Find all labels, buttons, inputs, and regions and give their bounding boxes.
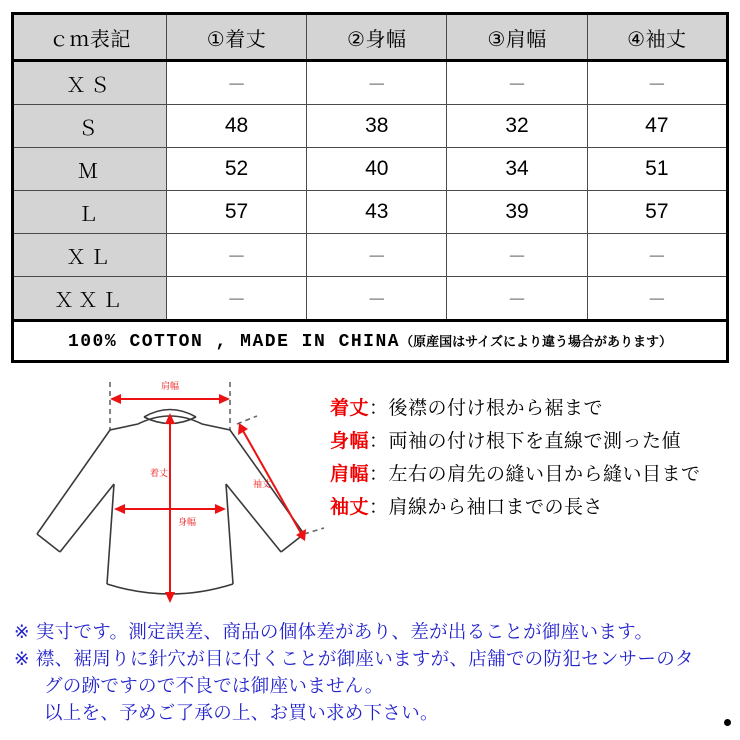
size-label-xl: ＸＬ [13, 234, 167, 277]
header-cell-shoulder: ③肩幅 [447, 14, 587, 61]
legend-separator: ： [369, 464, 389, 485]
legend-desc-shoulder: 左右の肩先の縫い目から縫い目まで [388, 464, 701, 485]
size-table [11, 12, 729, 363]
cell-xxl-shoulder: － [447, 277, 587, 321]
cell-xs-length: － [166, 61, 306, 105]
body-length-label: 着丈 [149, 469, 169, 479]
legend-key-length: 着丈 [330, 398, 370, 419]
cell-xxl-chest: － [307, 277, 447, 321]
legend-item-shoulder [330, 458, 730, 491]
legend-key-chest: 身幅 [330, 431, 370, 452]
legend-desc-sleeve: 肩線から袖口までの長さ [388, 497, 604, 518]
size-label-l: Ｌ [13, 191, 167, 234]
cell-xl-chest: － [307, 234, 447, 277]
legend-item-sleeve [330, 491, 730, 524]
sleeve-length-label: 袖丈 [252, 480, 272, 490]
notice-mark-icon: ※ [14, 648, 30, 669]
notice-line-4 [14, 699, 726, 726]
cell-l-length: 57 [166, 191, 306, 234]
header-cell-unit: ｃｍ表記 [13, 14, 167, 61]
cell-xl-shoulder: － [447, 234, 587, 277]
corner-dot-marker [724, 719, 731, 726]
notice-text-1: 実寸です。測定誤差、商品の個体差があり、差が出ることが御座います。 [35, 621, 654, 642]
cell-m-shoulder: 34 [447, 148, 587, 191]
material-cell [13, 321, 728, 362]
legend-separator: ： [369, 431, 389, 452]
cell-m-length: 52 [166, 148, 306, 191]
cell-s-shoulder: 32 [447, 105, 587, 148]
size-label-s: Ｓ [13, 105, 167, 148]
legend-key-sleeve: 袖丈 [330, 497, 370, 518]
legend-separator: ： [369, 398, 389, 419]
cell-l-shoulder: 39 [447, 191, 587, 234]
cell-s-length: 48 [166, 105, 306, 148]
table-header-row [13, 14, 728, 61]
table-row [13, 234, 728, 277]
cell-m-sleeve: 51 [587, 148, 727, 191]
cell-xs-shoulder: － [447, 61, 587, 105]
sleeve-length-arrow [238, 423, 306, 541]
shoulder-width-label: 肩幅 [160, 382, 180, 392]
cell-l-sleeve: 57 [587, 191, 727, 234]
legend-item-length [330, 392, 730, 425]
guide-line-sleeve-top [237, 416, 257, 424]
table-row [13, 191, 728, 234]
notice-line-2 [14, 645, 726, 672]
guide-line-sleeve-cuff [304, 528, 324, 534]
cell-s-chest: 38 [307, 105, 447, 148]
cell-xl-sleeve: － [587, 234, 727, 277]
material-composition: 100% COTTON , MADE IN CHINA [67, 332, 401, 352]
notice-text-2: 襟、裾周りに針穴が目に付くことが御座いますが、店舗での防犯センサーのタ [35, 648, 694, 669]
chest-width-label: 身幅 [177, 518, 197, 528]
table-row [13, 277, 728, 321]
cell-m-chest: 40 [307, 148, 447, 191]
table-row [13, 105, 728, 148]
notice-block [14, 618, 726, 726]
notice-line-3 [14, 672, 726, 699]
cell-xl-length: － [166, 234, 306, 277]
table-row [13, 61, 728, 105]
cell-xs-sleeve: － [587, 61, 727, 105]
notice-text-3: グの跡ですので不良では御座いません。 [44, 675, 384, 696]
measurement-legend [330, 392, 730, 524]
header-cell-sleeve: ④袖丈 [587, 14, 727, 61]
cell-xxl-sleeve: － [587, 277, 727, 321]
material-row [13, 321, 728, 362]
garment-illustration [4, 372, 344, 612]
legend-key-shoulder: 肩幅 [330, 464, 370, 485]
header-cell-length: ①着丈 [166, 14, 306, 61]
legend-desc-chest: 両袖の付け根下を直線で測った値 [388, 431, 682, 452]
cell-xxl-length: － [166, 277, 306, 321]
shoulder-width-arrow [110, 394, 230, 404]
size-chart-container [11, 12, 729, 363]
legend-desc-length: 後襟の付け根から裾まで [388, 398, 604, 419]
legend-separator: ： [369, 497, 389, 518]
cell-l-chest: 43 [307, 191, 447, 234]
size-label-m: Ｍ [13, 148, 167, 191]
cell-s-sleeve: 47 [587, 105, 727, 148]
header-cell-chest: ②身幅 [307, 14, 447, 61]
material-origin-note: （原産国はサイズにより違う場合があります） [400, 334, 673, 349]
table-row [13, 148, 728, 191]
notice-text-4: 以上を、予めご了承の上、お買い求め下さい。 [44, 702, 439, 723]
size-label-xxl: ＸＸＬ [13, 277, 167, 321]
notice-mark-icon: ※ [14, 621, 30, 642]
legend-item-chest [330, 425, 730, 458]
cell-xs-chest: － [307, 61, 447, 105]
size-label-xs: ＸＳ [13, 61, 167, 105]
notice-line-1 [14, 618, 726, 645]
